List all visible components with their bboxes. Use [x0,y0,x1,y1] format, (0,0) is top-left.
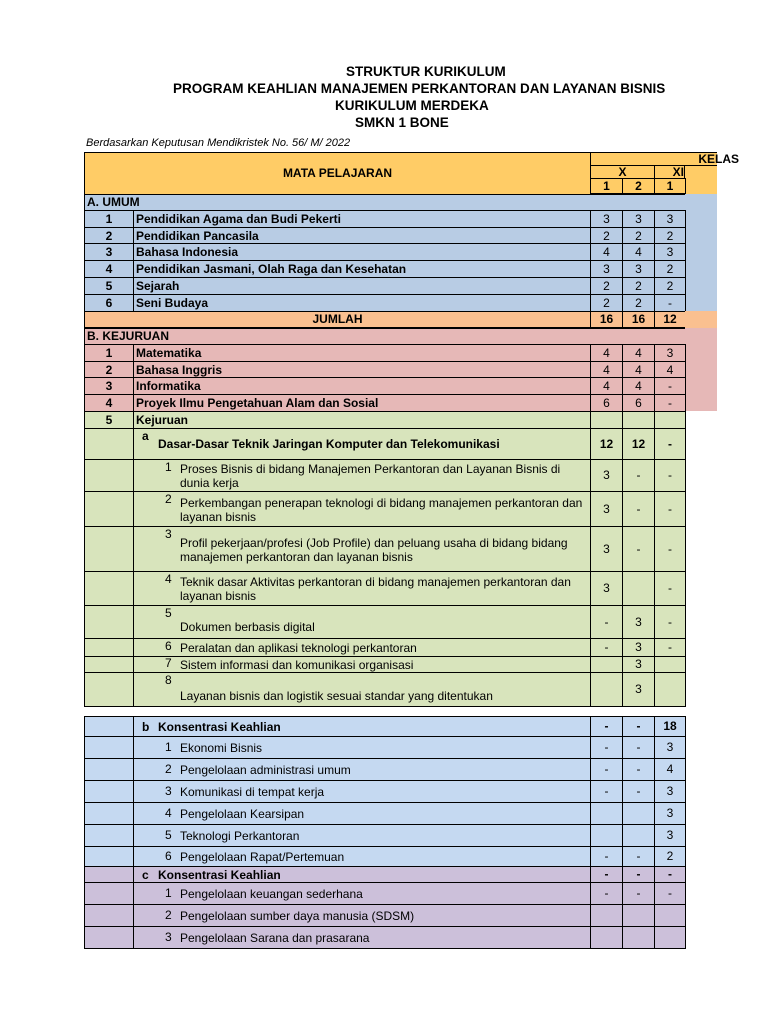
topic-text: Pengelolaan sumber daya manusia (SDSM) [180,909,415,923]
number-column [84,882,134,905]
number-column [84,926,134,949]
topic-number: 3 [165,527,172,541]
topic-text: Pengelolaan Sarana dan prasarana [180,931,370,945]
number-column [84,428,134,460]
topic-text: Ekonomi Bisnis [180,741,263,755]
topic-value: - [590,638,623,657]
topic-value [590,824,623,847]
title-line-1: STRUKTUR KURIKULUM [346,64,506,79]
topic-value [590,926,623,949]
group-letter: b [142,719,150,734]
subject-name: Bahasa Inggris [133,361,591,379]
row-number: 4 [84,394,134,412]
empty-cell [654,411,686,429]
header-semester: 2 [622,178,655,194]
hours-value: 2 [654,260,686,278]
group-letter: a [142,429,149,443]
number-column [84,656,134,673]
title-line-4: SMKN 1 BONE [355,115,449,130]
topic-value: 2 [654,846,686,867]
topic-value: - [590,758,623,781]
topic-number: 4 [165,572,172,586]
topic-cell [133,605,591,639]
title-line-3: KURIKULUM MERDEKA [335,98,489,113]
header-semester: 1 [590,178,623,194]
hours-value: 3 [590,260,623,278]
subject-name: Informatika [133,377,591,395]
group-header [133,866,591,883]
row-number: 2 [84,361,134,379]
header-grade-xi: XI [654,165,685,179]
topic-value: - [622,491,655,527]
topic-value: - [622,736,655,759]
hours-value: 2 [590,294,623,312]
group-name: Konsentrasi Keahlian [158,867,281,882]
subject-name: Pendidikan Pancasila [133,227,591,245]
topic-value: 3 [622,672,655,707]
topic-value [590,672,623,707]
topic-text: Pengelolaan Kearsipan [180,807,305,821]
topic-value: 4 [654,758,686,781]
topic-text: Pengelolaan keuangan sederhana [180,887,363,901]
topic-value: - [590,736,623,759]
row-number: 1 [84,344,134,362]
topic-value: 3 [590,491,623,527]
title-line-2: PROGRAM KEAHLIAN MANAJEMEN PERKANTORAN DAN LAYANAN BISNIS [173,81,666,96]
group-value: - [590,716,623,737]
group-letter: c [142,867,149,882]
hours-value: 6 [622,394,655,412]
topic-value: - [654,638,686,657]
topic-number: 5 [165,606,172,620]
header-semester: 1 [654,178,686,194]
topic-value: - [590,882,623,905]
number-column [84,866,134,883]
subject-name: Pendidikan Jasmani, Olah Raga dan Kesehatan [133,260,591,278]
topic-cell [133,802,591,825]
hours-value: - [654,394,686,412]
topic-cell [133,882,591,905]
group-value: - [654,428,686,460]
row-number: 2 [84,227,134,245]
group-value: 18 [654,716,686,737]
topic-value [622,904,655,927]
hours-value: 4 [590,377,623,395]
row-number: 4 [84,260,134,278]
topic-value: - [654,882,686,905]
subject-name: Pendidikan Agama dan Budi Pekerti [133,210,591,228]
number-column [84,802,134,825]
jumlah-value: 12 [654,311,686,328]
topic-value: 3 [590,526,623,572]
header-kelas [590,151,739,166]
hours-value: 3 [590,210,623,228]
topic-cell [133,638,591,657]
hours-value: 2 [654,277,686,295]
topic-text: Peralatan dan aplikasi teknologi perkantoran [180,641,417,655]
topic-value [622,802,655,825]
subject-name: Seni Budaya [133,294,591,312]
hours-value: 2 [654,227,686,245]
topic-value: - [590,780,623,803]
group-name: Konsentrasi Keahlian [158,719,281,734]
topic-number: 4 [165,806,172,820]
number-column [84,571,134,606]
header-subject: MATA PELAJARAN [84,152,591,195]
topic-text: Layanan bisnis dan logistik sesuai standar yang ditentukan [180,689,493,703]
topic-text: Perkembangan penerapan teknologi di bidang manajemen perkantoran dan layanan bisnis [180,495,583,524]
number-column [84,780,134,803]
topic-value [654,672,686,707]
hours-value: 3 [654,344,686,362]
group-value: - [622,866,655,883]
hours-value: - [654,294,686,312]
topic-value [622,824,655,847]
hours-value: 3 [654,243,686,261]
topic-text: Pengelolaan Rapat/Pertemuan [180,850,345,864]
topic-value: 3 [590,459,623,492]
hours-value: 2 [622,277,655,295]
number-column [84,526,134,572]
hours-value: 6 [590,394,623,412]
topic-cell [133,846,591,867]
topic-value: - [654,491,686,527]
number-column [84,716,134,737]
topic-cell [133,672,591,707]
group-value: - [654,866,686,883]
kelas-label: KELAS [698,151,739,166]
topic-number: 6 [165,639,172,653]
row-number: 5 [84,277,134,295]
number-column [84,638,134,657]
topic-value: 3 [590,571,623,606]
topic-cell [133,656,591,673]
topic-text: Teknik dasar Aktivitas perkantoran di bidang manajemen perkantoran dan layanan bisnis [180,575,571,603]
topic-text: Sistem informasi dan komunikasi organisasi [180,658,414,672]
topic-value: - [590,605,623,639]
topic-value: - [622,780,655,803]
topic-cell [133,459,591,492]
topic-value [654,904,686,927]
hours-value: 4 [622,344,655,362]
subject-name: Sejarah [133,277,591,295]
topic-value [654,926,686,949]
group-value: - [590,866,623,883]
group-name: Dasar-Dasar Teknik Jaringan Komputer dan Telekomunikasi [158,437,500,451]
topic-number: 7 [165,656,172,670]
topic-number: 2 [165,762,172,776]
hours-value: 4 [590,344,623,362]
topic-value: - [622,846,655,867]
empty-cell [622,411,655,429]
topic-number: 3 [165,930,172,944]
hours-value: 4 [590,361,623,379]
topic-value: 3 [654,736,686,759]
number-column [84,459,134,492]
topic-value: 3 [622,605,655,639]
topic-cell [133,571,591,606]
topic-cell [133,904,591,927]
topic-value: - [654,459,686,492]
topic-number: 1 [165,740,172,754]
row-number: 6 [84,294,134,312]
topic-value: - [654,526,686,572]
topic-value [622,571,655,606]
topic-value [622,926,655,949]
number-column [84,491,134,527]
group-value: 12 [622,428,655,460]
topic-number: 5 [165,828,172,842]
hours-value: 2 [622,227,655,245]
topic-text: Dokumen berbasis digital [180,619,315,634]
number-column [84,736,134,759]
jumlah-extension [685,311,717,328]
row-number: 3 [84,243,134,261]
topic-number: 2 [165,908,172,922]
topic-cell [133,780,591,803]
number-column [84,846,134,867]
topic-value: 3 [622,656,655,673]
number-column [84,672,134,707]
number-column [84,824,134,847]
header-grade-x: X [590,165,655,179]
topic-cell [133,824,591,847]
section-b-label: B. KEJURUAN [84,328,591,345]
number-column [84,758,134,781]
topic-cell [133,491,591,527]
topic-number: 8 [165,673,172,687]
hours-value: 4 [654,361,686,379]
jumlah-value: 16 [590,311,623,328]
topic-value [590,802,623,825]
hours-value: 4 [590,243,623,261]
topic-text: Profil pekerjaan/profesi (Job Profile) dan peluang usaha di bidang bidang manajemen perkantoran dan layanan bisnis [180,535,568,564]
topic-value: - [590,846,623,867]
section-b-head-pad [590,328,685,345]
group-value: - [622,716,655,737]
hours-value: 4 [622,243,655,261]
topic-value [654,656,686,673]
subject-name: Proyek Ilmu Pengetahuan Alam dan Sosial [133,394,591,412]
topic-number: 3 [165,784,172,798]
topic-value: 3 [654,802,686,825]
topic-text: Komunikasi di tempat kerja [180,785,325,799]
jumlah-value: 16 [622,311,655,328]
number-column [84,605,134,639]
topic-cell [133,758,591,781]
topic-value: 3 [622,638,655,657]
topic-text: Teknologi Perkantoran [180,829,300,843]
hours-value: 3 [622,260,655,278]
group-header [133,716,591,737]
empty-cell [590,411,623,429]
subject-name: Bahasa Indonesia [133,243,591,261]
hours-value: 4 [622,361,655,379]
hours-value: 2 [590,277,623,295]
topic-number: 2 [165,492,172,506]
hours-value: 2 [622,294,655,312]
topic-value: - [622,882,655,905]
group-header [133,428,591,460]
number-column [84,904,134,927]
section-a-label: A. UMUM [84,194,591,211]
topic-cell [133,526,591,572]
row-number: 3 [84,377,134,395]
topic-value: - [654,571,686,606]
topic-number: 1 [165,460,172,474]
hours-value: 4 [622,377,655,395]
topic-value: 3 [654,780,686,803]
decree-reference: Berdasarkan Keputusan Mendikristek No. 56/ M/ 2022 [86,137,351,149]
topic-cell [133,926,591,949]
topic-value: - [654,605,686,639]
topic-value: 3 [654,824,686,847]
topic-value [590,656,623,673]
subject-name: Matematika [133,344,591,362]
topic-value: - [622,758,655,781]
section-a-head-pad [590,194,685,211]
hours-value: 3 [654,210,686,228]
topic-number: 6 [165,849,172,863]
topic-number: 1 [165,886,172,900]
subject-name: Kejuruan [133,411,591,429]
hours-value: 3 [622,210,655,228]
topic-value: - [622,526,655,572]
topic-value [590,904,623,927]
topic-cell [133,736,591,759]
topic-text: Pengelolaan administrasi umum [180,763,351,777]
group-value: 12 [590,428,623,460]
hours-value: - [654,377,686,395]
jumlah-label: JUMLAH [84,311,591,328]
row-number: 5 [84,411,134,429]
topic-text: Proses Bisnis di bidang Manajemen Perkantoran dan Layanan Bisnis di dunia kerja [180,462,561,490]
hours-value: 2 [590,227,623,245]
topic-value: - [622,459,655,492]
row-number: 1 [84,210,134,228]
